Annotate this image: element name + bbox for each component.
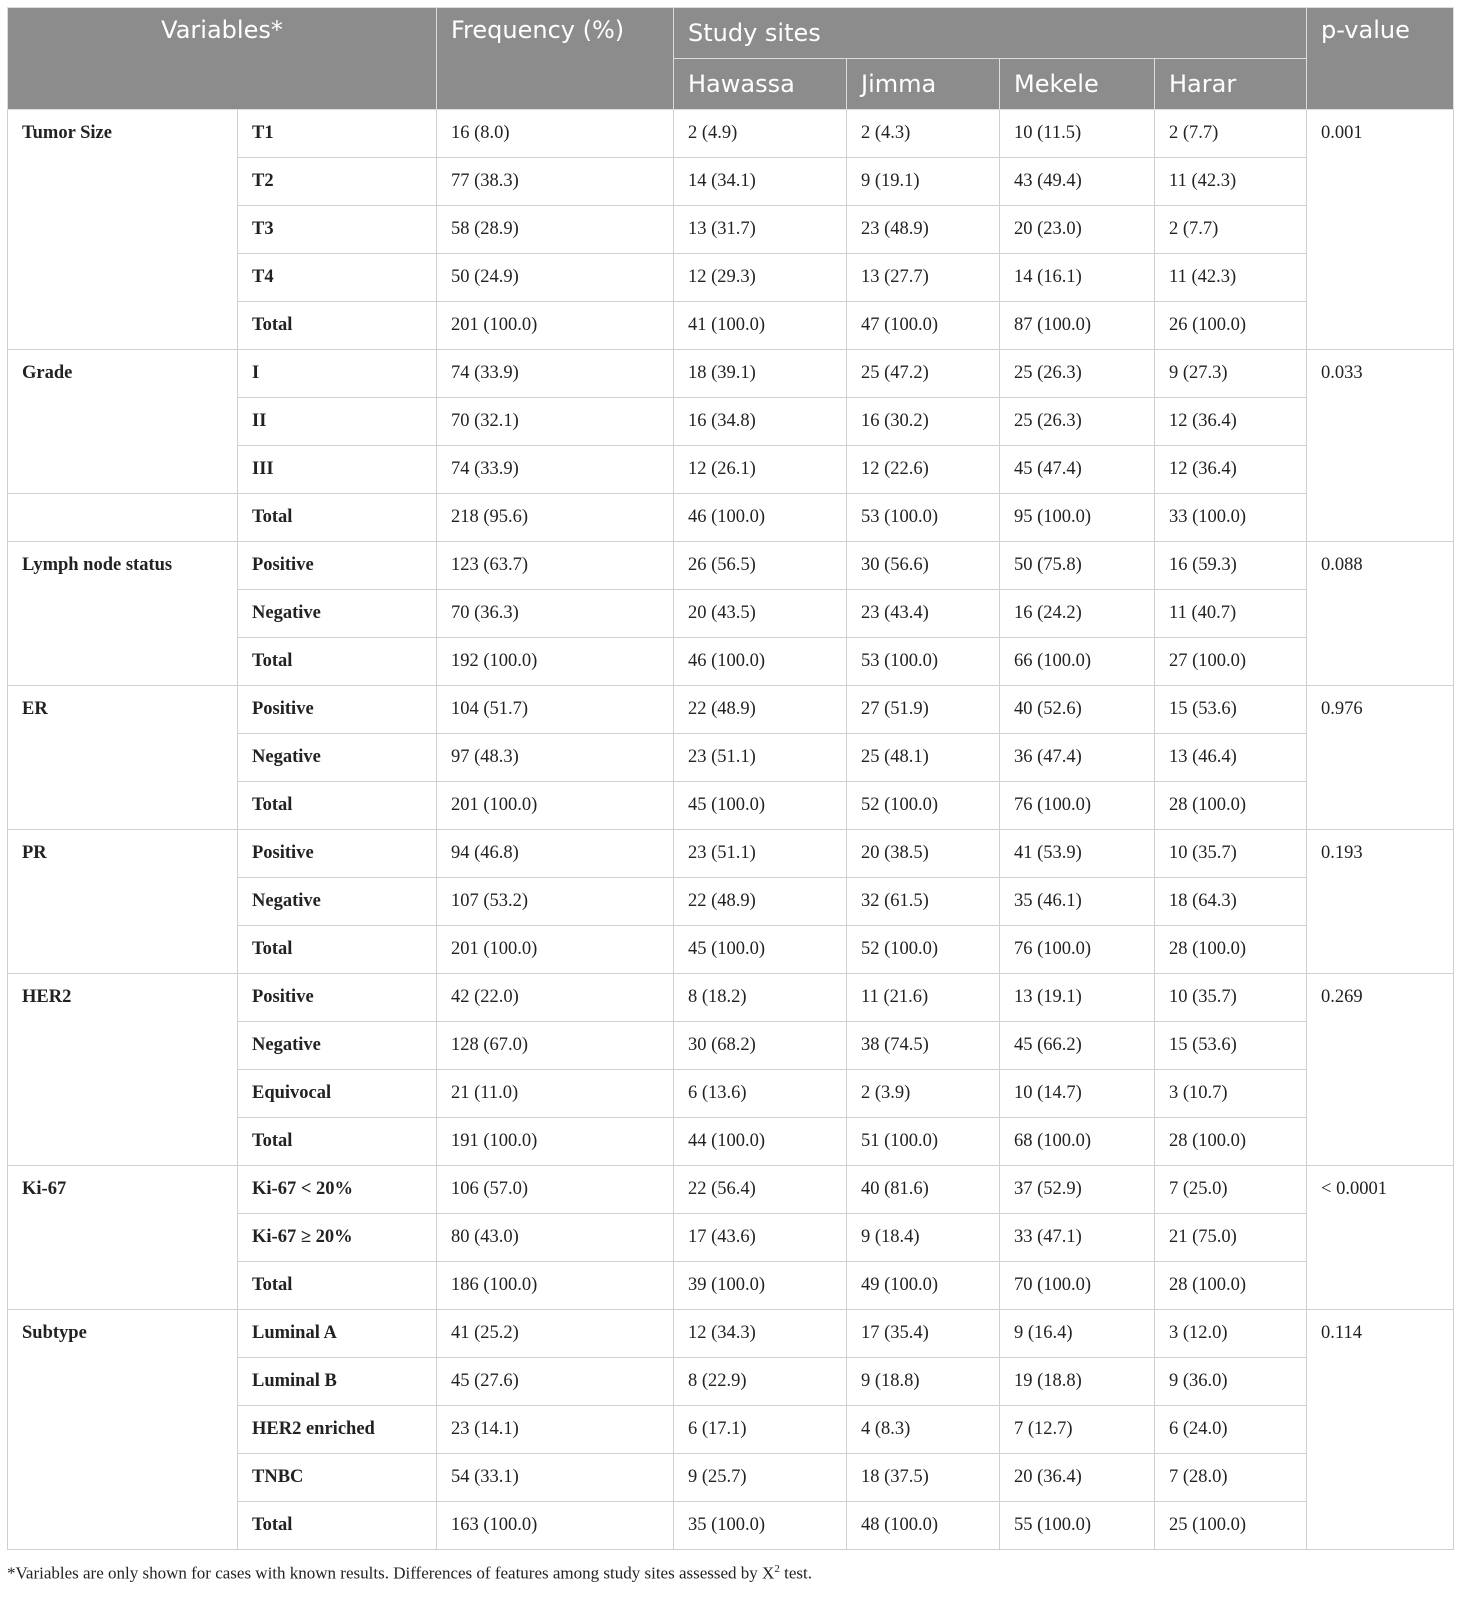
jimma-cell: 17 (35.4) bbox=[847, 1310, 1000, 1358]
hawassa-cell: 2 (4.9) bbox=[674, 110, 847, 158]
level-cell: Ki-67 ≥ 20% bbox=[238, 1214, 437, 1262]
hawassa-cell: 8 (18.2) bbox=[674, 974, 847, 1022]
jimma-cell: 53 (100.0) bbox=[847, 638, 1000, 686]
freq-cell: 186 (100.0) bbox=[437, 1262, 674, 1310]
table-row bbox=[8, 1310, 1454, 1358]
freq-cell: 54 (33.1) bbox=[437, 1454, 674, 1502]
jimma-cell: 52 (100.0) bbox=[847, 926, 1000, 974]
level-cell: Total bbox=[238, 782, 437, 830]
jimma-cell: 20 (38.5) bbox=[847, 830, 1000, 878]
freq-cell: 41 (25.2) bbox=[437, 1310, 674, 1358]
level-cell: T3 bbox=[238, 206, 437, 254]
harar-cell: 6 (24.0) bbox=[1155, 1406, 1307, 1454]
variable-name-cell: HER2 bbox=[8, 974, 238, 1166]
hawassa-cell: 16 (34.8) bbox=[674, 398, 847, 446]
level-cell: Equivocal bbox=[238, 1070, 437, 1118]
freq-cell: 21 (11.0) bbox=[437, 1070, 674, 1118]
freq-cell: 192 (100.0) bbox=[437, 638, 674, 686]
mekele-cell: 66 (100.0) bbox=[1000, 638, 1155, 686]
p-value-cell: 0.193 bbox=[1307, 830, 1454, 974]
mekele-cell: 10 (11.5) bbox=[1000, 110, 1155, 158]
level-cell: Negative bbox=[238, 734, 437, 782]
hawassa-cell: 12 (29.3) bbox=[674, 254, 847, 302]
harar-cell: 9 (36.0) bbox=[1155, 1358, 1307, 1406]
freq-cell: 97 (48.3) bbox=[437, 734, 674, 782]
mekele-cell: 10 (14.7) bbox=[1000, 1070, 1155, 1118]
p-value-cell: 0.976 bbox=[1307, 686, 1454, 830]
table-row bbox=[8, 686, 1454, 734]
hawassa-cell: 23 (51.1) bbox=[674, 734, 847, 782]
table-row bbox=[8, 350, 1454, 398]
jimma-cell: 13 (27.7) bbox=[847, 254, 1000, 302]
harar-cell: 28 (100.0) bbox=[1155, 1118, 1307, 1166]
harar-cell: 11 (42.3) bbox=[1155, 254, 1307, 302]
hawassa-cell: 23 (51.1) bbox=[674, 830, 847, 878]
freq-cell: 74 (33.9) bbox=[437, 350, 674, 398]
freq-cell: 80 (43.0) bbox=[437, 1214, 674, 1262]
hawassa-cell: 45 (100.0) bbox=[674, 926, 847, 974]
hawassa-cell: 45 (100.0) bbox=[674, 782, 847, 830]
level-cell: II bbox=[238, 398, 437, 446]
table-footnote bbox=[7, 1563, 1453, 1584]
hawassa-cell: 41 (100.0) bbox=[674, 302, 847, 350]
hawassa-cell: 6 (13.6) bbox=[674, 1070, 847, 1118]
jimma-cell: 40 (81.6) bbox=[847, 1166, 1000, 1214]
mekele-cell: 25 (26.3) bbox=[1000, 398, 1155, 446]
jimma-cell: 49 (100.0) bbox=[847, 1262, 1000, 1310]
level-cell: Positive bbox=[238, 686, 437, 734]
hawassa-cell: 39 (100.0) bbox=[674, 1262, 847, 1310]
mekele-cell: 50 (75.8) bbox=[1000, 542, 1155, 590]
mekele-cell: 20 (23.0) bbox=[1000, 206, 1155, 254]
level-cell: Positive bbox=[238, 974, 437, 1022]
mekele-cell: 87 (100.0) bbox=[1000, 302, 1155, 350]
table-row bbox=[8, 110, 1454, 158]
hawassa-cell: 12 (34.3) bbox=[674, 1310, 847, 1358]
hawassa-cell: 46 (100.0) bbox=[674, 638, 847, 686]
jimma-cell: 32 (61.5) bbox=[847, 878, 1000, 926]
level-cell: T2 bbox=[238, 158, 437, 206]
harar-cell: 12 (36.4) bbox=[1155, 398, 1307, 446]
mekele-cell: 9 (16.4) bbox=[1000, 1310, 1155, 1358]
variable-name-cell: Lymph node status bbox=[8, 542, 238, 686]
jimma-cell: 9 (19.1) bbox=[847, 158, 1000, 206]
jimma-cell: 9 (18.4) bbox=[847, 1214, 1000, 1262]
mekele-cell: 35 (46.1) bbox=[1000, 878, 1155, 926]
harar-cell: 7 (25.0) bbox=[1155, 1166, 1307, 1214]
header-frequency: Frequency (%) bbox=[437, 8, 674, 110]
mekele-cell: 7 (12.7) bbox=[1000, 1406, 1155, 1454]
table-row bbox=[8, 830, 1454, 878]
variable-name-cell: Grade bbox=[8, 350, 238, 494]
level-cell: Negative bbox=[238, 1022, 437, 1070]
empty-variable-cell bbox=[8, 494, 238, 542]
jimma-cell: 11 (21.6) bbox=[847, 974, 1000, 1022]
level-cell: Negative bbox=[238, 590, 437, 638]
mekele-cell: 76 (100.0) bbox=[1000, 782, 1155, 830]
level-cell: I bbox=[238, 350, 437, 398]
hawassa-cell: 18 (39.1) bbox=[674, 350, 847, 398]
harar-cell: 10 (35.7) bbox=[1155, 974, 1307, 1022]
harar-cell: 28 (100.0) bbox=[1155, 782, 1307, 830]
p-value-cell: 0.269 bbox=[1307, 974, 1454, 1166]
level-cell: T4 bbox=[238, 254, 437, 302]
level-cell: Total bbox=[238, 1262, 437, 1310]
level-cell: Luminal B bbox=[238, 1358, 437, 1406]
mekele-cell: 55 (100.0) bbox=[1000, 1502, 1155, 1550]
freq-cell: 94 (46.8) bbox=[437, 830, 674, 878]
freq-cell: 58 (28.9) bbox=[437, 206, 674, 254]
hawassa-cell: 30 (68.2) bbox=[674, 1022, 847, 1070]
freq-cell: 123 (63.7) bbox=[437, 542, 674, 590]
mekele-cell: 41 (53.9) bbox=[1000, 830, 1155, 878]
hawassa-cell: 12 (26.1) bbox=[674, 446, 847, 494]
level-cell: Luminal A bbox=[238, 1310, 437, 1358]
jimma-cell: 12 (22.6) bbox=[847, 446, 1000, 494]
freq-cell: 107 (53.2) bbox=[437, 878, 674, 926]
p-value-cell: 0.088 bbox=[1307, 542, 1454, 686]
variable-name-cell: PR bbox=[8, 830, 238, 974]
footnote-superscript: 2 bbox=[774, 1563, 780, 1575]
harar-cell: 9 (27.3) bbox=[1155, 350, 1307, 398]
variable-name-cell: ER bbox=[8, 686, 238, 830]
level-cell: Total bbox=[238, 1118, 437, 1166]
mekele-cell: 95 (100.0) bbox=[1000, 494, 1155, 542]
harar-cell: 33 (100.0) bbox=[1155, 494, 1307, 542]
mekele-cell: 45 (47.4) bbox=[1000, 446, 1155, 494]
harar-cell: 11 (40.7) bbox=[1155, 590, 1307, 638]
harar-cell: 18 (64.3) bbox=[1155, 878, 1307, 926]
hawassa-cell: 8 (22.9) bbox=[674, 1358, 847, 1406]
mekele-cell: 13 (19.1) bbox=[1000, 974, 1155, 1022]
jimma-cell: 25 (48.1) bbox=[847, 734, 1000, 782]
level-cell: Total bbox=[238, 1502, 437, 1550]
level-cell: Positive bbox=[238, 542, 437, 590]
table-row bbox=[8, 494, 1454, 542]
hawassa-cell: 22 (56.4) bbox=[674, 1166, 847, 1214]
jimma-cell: 51 (100.0) bbox=[847, 1118, 1000, 1166]
table-row bbox=[8, 542, 1454, 590]
freq-cell: 42 (22.0) bbox=[437, 974, 674, 1022]
harar-cell: 12 (36.4) bbox=[1155, 446, 1307, 494]
freq-cell: 70 (36.3) bbox=[437, 590, 674, 638]
level-cell: Total bbox=[238, 494, 437, 542]
freq-cell: 201 (100.0) bbox=[437, 926, 674, 974]
footnote-text: *Variables are only shown for cases with known results. Differences of features among study sites assessed by X bbox=[7, 1563, 775, 1583]
mekele-cell: 40 (52.6) bbox=[1000, 686, 1155, 734]
level-cell: TNBC bbox=[238, 1454, 437, 1502]
table-row bbox=[8, 1166, 1454, 1214]
hawassa-cell: 9 (25.7) bbox=[674, 1454, 847, 1502]
harar-cell: 13 (46.4) bbox=[1155, 734, 1307, 782]
harar-cell: 15 (53.6) bbox=[1155, 1022, 1307, 1070]
level-cell: Negative bbox=[238, 878, 437, 926]
hawassa-cell: 26 (56.5) bbox=[674, 542, 847, 590]
header-site-mekele: Mekele bbox=[1000, 59, 1155, 110]
variable-name-cell: Subtype bbox=[8, 1310, 238, 1550]
harar-cell: 3 (10.7) bbox=[1155, 1070, 1307, 1118]
harar-cell: 25 (100.0) bbox=[1155, 1502, 1307, 1550]
freq-cell: 201 (100.0) bbox=[437, 302, 674, 350]
mekele-cell: 25 (26.3) bbox=[1000, 350, 1155, 398]
harar-cell: 28 (100.0) bbox=[1155, 926, 1307, 974]
mekele-cell: 14 (16.1) bbox=[1000, 254, 1155, 302]
header-site-harar: Harar bbox=[1155, 59, 1307, 110]
variable-name-cell: Tumor Size bbox=[8, 110, 238, 350]
mekele-cell: 45 (66.2) bbox=[1000, 1022, 1155, 1070]
footnote-text-end: test. bbox=[779, 1563, 812, 1583]
harar-cell: 2 (7.7) bbox=[1155, 206, 1307, 254]
harar-cell: 2 (7.7) bbox=[1155, 110, 1307, 158]
mekele-cell: 76 (100.0) bbox=[1000, 926, 1155, 974]
level-cell: Total bbox=[238, 638, 437, 686]
hawassa-cell: 14 (34.1) bbox=[674, 158, 847, 206]
freq-cell: 23 (14.1) bbox=[437, 1406, 674, 1454]
mekele-cell: 36 (47.4) bbox=[1000, 734, 1155, 782]
mekele-cell: 16 (24.2) bbox=[1000, 590, 1155, 638]
freq-cell: 50 (24.9) bbox=[437, 254, 674, 302]
freq-cell: 163 (100.0) bbox=[437, 1502, 674, 1550]
harar-cell: 27 (100.0) bbox=[1155, 638, 1307, 686]
freq-cell: 70 (32.1) bbox=[437, 398, 674, 446]
mekele-cell: 37 (52.9) bbox=[1000, 1166, 1155, 1214]
level-cell: Total bbox=[238, 302, 437, 350]
hawassa-cell: 22 (48.9) bbox=[674, 878, 847, 926]
mekele-cell: 68 (100.0) bbox=[1000, 1118, 1155, 1166]
freq-cell: 191 (100.0) bbox=[437, 1118, 674, 1166]
data-table bbox=[7, 7, 1454, 1550]
jimma-cell: 27 (51.9) bbox=[847, 686, 1000, 734]
hawassa-cell: 22 (48.9) bbox=[674, 686, 847, 734]
jimma-cell: 47 (100.0) bbox=[847, 302, 1000, 350]
table-body bbox=[8, 110, 1454, 1550]
header-study-sites: Study sites bbox=[674, 8, 1307, 59]
mekele-cell: 70 (100.0) bbox=[1000, 1262, 1155, 1310]
jimma-cell: 25 (47.2) bbox=[847, 350, 1000, 398]
harar-cell: 26 (100.0) bbox=[1155, 302, 1307, 350]
hawassa-cell: 13 (31.7) bbox=[674, 206, 847, 254]
jimma-cell: 18 (37.5) bbox=[847, 1454, 1000, 1502]
jimma-cell: 2 (3.9) bbox=[847, 1070, 1000, 1118]
jimma-cell: 53 (100.0) bbox=[847, 494, 1000, 542]
p-value-cell: < 0.0001 bbox=[1307, 1166, 1454, 1310]
header-site-jimma: Jimma bbox=[847, 59, 1000, 110]
level-cell: III bbox=[238, 446, 437, 494]
p-value-cell: 0.001 bbox=[1307, 110, 1454, 350]
jimma-cell: 52 (100.0) bbox=[847, 782, 1000, 830]
harar-cell: 11 (42.3) bbox=[1155, 158, 1307, 206]
table-row bbox=[8, 974, 1454, 1022]
freq-cell: 45 (27.6) bbox=[437, 1358, 674, 1406]
level-cell: Total bbox=[238, 926, 437, 974]
mekele-cell: 20 (36.4) bbox=[1000, 1454, 1155, 1502]
header-variables: Variables* bbox=[8, 8, 437, 110]
hawassa-cell: 20 (43.5) bbox=[674, 590, 847, 638]
freq-cell: 128 (67.0) bbox=[437, 1022, 674, 1070]
mekele-cell: 33 (47.1) bbox=[1000, 1214, 1155, 1262]
hawassa-cell: 6 (17.1) bbox=[674, 1406, 847, 1454]
hawassa-cell: 46 (100.0) bbox=[674, 494, 847, 542]
freq-cell: 218 (95.6) bbox=[437, 494, 674, 542]
jimma-cell: 2 (4.3) bbox=[847, 110, 1000, 158]
harar-cell: 28 (100.0) bbox=[1155, 1262, 1307, 1310]
variable-name-cell: Ki-67 bbox=[8, 1166, 238, 1310]
harar-cell: 21 (75.0) bbox=[1155, 1214, 1307, 1262]
harar-cell: 7 (28.0) bbox=[1155, 1454, 1307, 1502]
hawassa-cell: 35 (100.0) bbox=[674, 1502, 847, 1550]
jimma-cell: 9 (18.8) bbox=[847, 1358, 1000, 1406]
jimma-cell: 4 (8.3) bbox=[847, 1406, 1000, 1454]
harar-cell: 10 (35.7) bbox=[1155, 830, 1307, 878]
freq-cell: 16 (8.0) bbox=[437, 110, 674, 158]
mekele-cell: 19 (18.8) bbox=[1000, 1358, 1155, 1406]
freq-cell: 106 (57.0) bbox=[437, 1166, 674, 1214]
jimma-cell: 30 (56.6) bbox=[847, 542, 1000, 590]
p-value-cell: 0.114 bbox=[1307, 1310, 1454, 1550]
freq-cell: 74 (33.9) bbox=[437, 446, 674, 494]
freq-cell: 104 (51.7) bbox=[437, 686, 674, 734]
mekele-cell: 43 (49.4) bbox=[1000, 158, 1155, 206]
jimma-cell: 48 (100.0) bbox=[847, 1502, 1000, 1550]
level-cell: Positive bbox=[238, 830, 437, 878]
hawassa-cell: 17 (43.6) bbox=[674, 1214, 847, 1262]
header-p-value: p-value bbox=[1307, 8, 1454, 110]
header-site-hawassa: Hawassa bbox=[674, 59, 847, 110]
level-cell: Ki-67 < 20% bbox=[238, 1166, 437, 1214]
level-cell: HER2 enriched bbox=[238, 1406, 437, 1454]
jimma-cell: 23 (48.9) bbox=[847, 206, 1000, 254]
freq-cell: 77 (38.3) bbox=[437, 158, 674, 206]
harar-cell: 16 (59.3) bbox=[1155, 542, 1307, 590]
jimma-cell: 16 (30.2) bbox=[847, 398, 1000, 446]
harar-cell: 3 (12.0) bbox=[1155, 1310, 1307, 1358]
hawassa-cell: 44 (100.0) bbox=[674, 1118, 847, 1166]
jimma-cell: 23 (43.4) bbox=[847, 590, 1000, 638]
level-cell: T1 bbox=[238, 110, 437, 158]
freq-cell: 201 (100.0) bbox=[437, 782, 674, 830]
p-value-cell: 0.033 bbox=[1307, 350, 1454, 542]
jimma-cell: 38 (74.5) bbox=[847, 1022, 1000, 1070]
harar-cell: 15 (53.6) bbox=[1155, 686, 1307, 734]
